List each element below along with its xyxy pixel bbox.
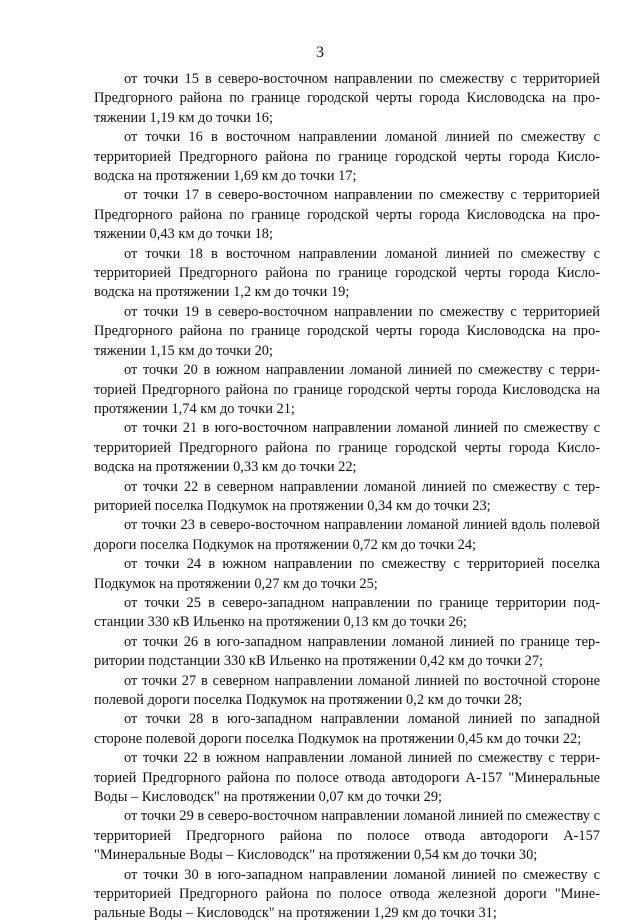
boundary-paragraph-24: от точки 24 в южном направлении по смежеству с территорией поселка Подкумок на протяжении 0,27 км до точки 25; <box>94 556 600 592</box>
boundary-paragraph-16: от точки 16 в восточном направлении ломаной линией по смежеству с территорией Предгорного района по границе городской черты города Кисловодска на протяжении 1,69 км до точки 17; <box>94 129 600 185</box>
boundary-paragraph-26: от точки 26 в юго-западном направлении ломаной линией по границе территории подстанции 330 кВ Ильенко на протяжении 0,42 км до точки 27; <box>94 633 600 670</box>
page-number: 3 <box>316 44 324 61</box>
document-body <box>94 70 600 924</box>
boundary-paragraph-28: от точки 28 в юго-западном направлении ломаной линией по западной стороне полевой дороги поселка Подкумок на протяжении 0,45 км до точки 22; <box>94 711 600 747</box>
boundary-paragraph-21: от точки 21 в юго-восточном направлении ломаной линией по смежеству с территорией Предгорного района по границе городской черты города Кисловодска на протяжении 0,33 км до точки 22; <box>94 420 600 476</box>
boundary-paragraph-22: от точки 22 в северном направлении ломаной линией по смежеству с территорией поселка Подкумок на протяжении 0,34 км до точки 23; <box>94 478 600 514</box>
boundary-paragraph-17: от точки 17 в северо-восточном направлении по смежеству с территорией Предгорного района по границе городской черты города Кисловодска на протяжении 0,43 км до точки 18; <box>94 187 600 243</box>
boundary-paragraph-27: от точки 27 в северном направлении ломаной линией по восточной стороне полевой дороги поселка Подкумок на протяжении 0,2 км до точки 28; <box>94 672 600 708</box>
boundary-paragraph-30: от точки 30 в юго-западном направлении ломаной линией по смежеству с территорией Предгорного района по полосе отвода железной дороги "Минеральные Воды – Кисловодск" на протяжении 1,29 км до точки 31; <box>94 866 600 922</box>
boundary-paragraph-18: от точки 18 в восточном направлении ломаной линией по смежеству с территорией Предгорного района по границе городской черты города Кисловодска на протяжении 1,2 км до точки 19; <box>94 245 600 301</box>
boundary-paragraph-22b: от точки 22 в южном направлении ломаной линией по смежеству с территорией Предгорного района по полосе отвода автодороги А-157 "Минеральные Воды – Кисловодск" на протяжении 0,07 км до точки 29; <box>94 750 600 806</box>
boundary-paragraph-20: от точки 20 в южном направлении ломаной линией по смежеству с территорией Предгорного района по границе городской черты города Кисловодска на протяжении 1,74 км до точки 21; <box>94 362 600 417</box>
boundary-paragraph-15: от точки 15 в северо-восточном направлении по смежеству с территорией Предгорного района по границе городской черты города Кисловодска на протяжении 1,19 км до точки 16; <box>94 71 600 126</box>
boundary-paragraph-29: от точки 29 в северо-восточном направлении ломаной линией по смежеству с территорией Предгорного района по полосе отвода автодороги А-157 "Минеральные Воды – Кисловодск" на протяжении 0,54 км до точки 30; <box>94 808 600 864</box>
boundary-paragraph-23: от точки 23 в северо-восточном направлении ломаной линией вдоль полевой дороги поселка Подкумок на протяжении 0,72 км до точки 24; <box>94 517 600 553</box>
boundary-paragraph-25: от точки 25 в северо-западном направлении по границе территории подстанции 330 кВ Ильенко на протяжении 0,13 км до точки 26; <box>94 594 600 631</box>
boundary-paragraph-19: от точки 19 в северо-восточном направлении по смежеству с территорией Предгорного района по границе городской черты города Кисловодска на протяжении 1,15 км до точки 20; <box>94 303 600 359</box>
